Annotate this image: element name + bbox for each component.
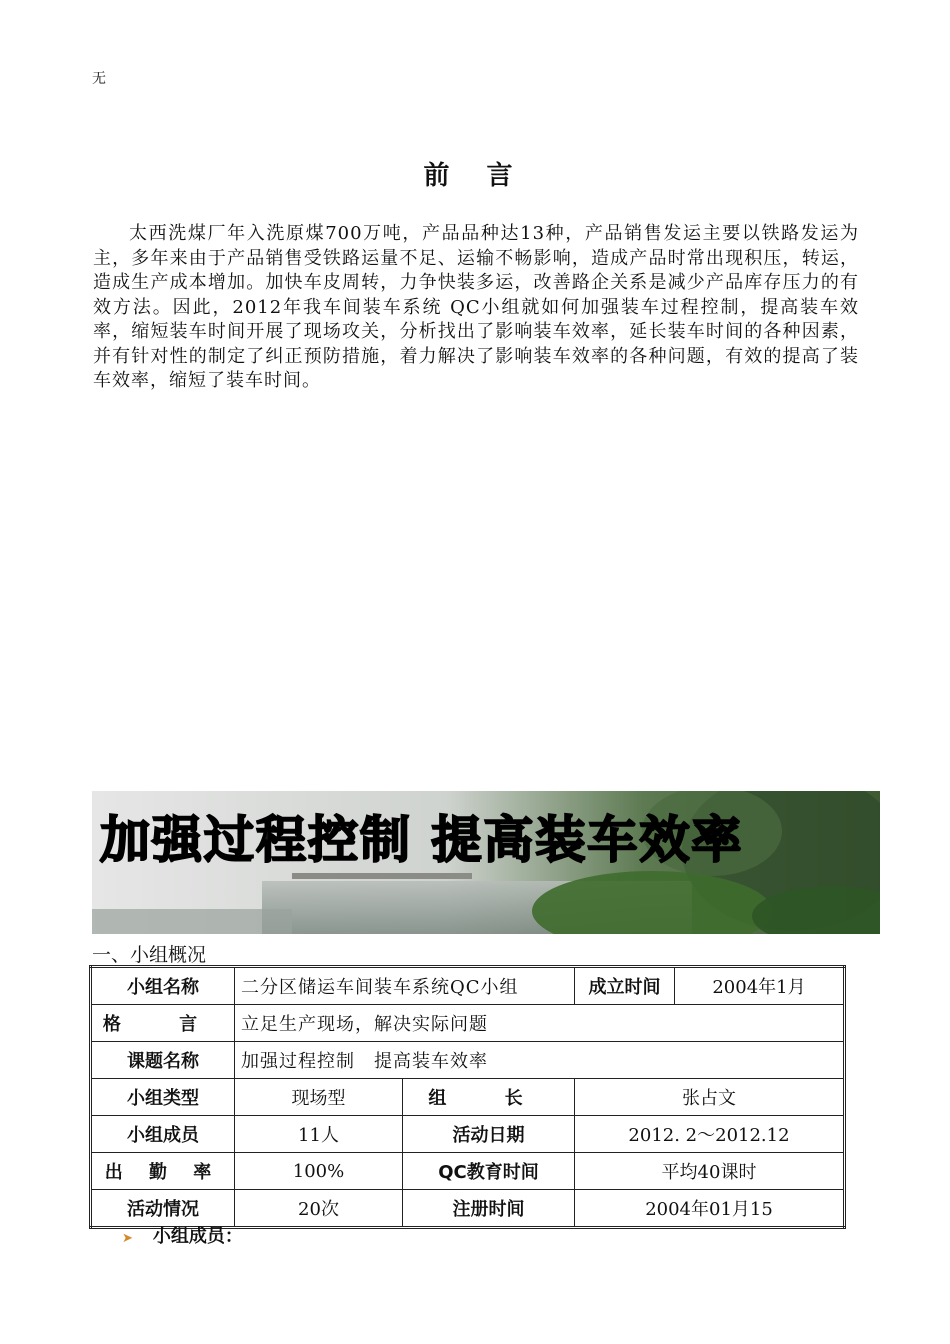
- arrow-bullet-icon: ➤: [122, 1231, 133, 1246]
- table-row: [91, 1116, 845, 1153]
- row-label: 活动情况: [91, 1190, 235, 1228]
- table-row: [91, 967, 845, 1005]
- row-value: 2004年1月: [675, 967, 845, 1005]
- row-value: 张占文: [575, 1079, 845, 1116]
- page-title: 前 言: [423, 161, 527, 191]
- row-value: 20次: [235, 1190, 403, 1228]
- row-value: 11人: [235, 1116, 403, 1153]
- row-label: 活动日期: [403, 1116, 575, 1153]
- group-info-table: [89, 965, 846, 1229]
- row-label: 出 勤 率: [91, 1153, 235, 1190]
- banner-graphic: [92, 791, 880, 934]
- row-label: 格 言: [91, 1005, 235, 1042]
- table-row: [91, 1153, 845, 1190]
- members-heading: [122, 1222, 243, 1248]
- row-label: QC教育时间: [403, 1153, 575, 1190]
- row-label: 小组成员: [91, 1116, 235, 1153]
- table-row: [91, 1042, 845, 1079]
- section-title: 一、小组概况: [92, 944, 207, 966]
- members-label: 小组成员：: [152, 1226, 243, 1247]
- table-row: [91, 1079, 845, 1116]
- row-label: 课题名称: [91, 1042, 235, 1079]
- row-value: 现场型: [235, 1079, 403, 1116]
- row-value: 2012. 2～2012.12: [575, 1116, 845, 1153]
- row-value: 二分区储运车间装车系统QC小组: [235, 967, 575, 1005]
- row-label: 小组名称: [91, 967, 235, 1005]
- banner-image: [92, 791, 880, 934]
- row-value: 平均40课时: [575, 1153, 845, 1190]
- row-label: 成立时间: [575, 967, 675, 1005]
- table-row: [91, 1005, 845, 1042]
- row-label: 注册时间: [403, 1190, 575, 1228]
- header-mark: 无: [92, 71, 106, 87]
- row-value: 2004年01月15: [575, 1190, 845, 1228]
- banner-title: 加强过程控制 提高装车效率: [100, 811, 744, 869]
- row-value: 立足生产现场，解决实际问题: [235, 1005, 845, 1042]
- row-value: 100%: [235, 1153, 403, 1190]
- row-value: 加强过程控制 提高装车效率: [235, 1042, 845, 1079]
- row-label: 小组类型: [91, 1079, 235, 1116]
- intro-paragraph: 太西洗煤厂年入洗原煤700万吨，产品品种达13种，产品销售发运主要以铁路发运为主，多年来由于产品销售受铁路运量不足、运输不畅影响，造成产品时常出现积压，转运，造成生产成本增加。加快车皮周转，力争快装多运，改善路企关系是减少产品库存压力的有效方法。因此，2012年我车间装车系统 QC小组就如何加强装车过程控制，提高装车效率，缩短装车时间开展了现场攻关，分析找出了影响装车效率，延长装车时间的各种因素，并有针对性的制定了纠正预防措施，着力解决了影响装车效率的各种问题，有效的提高了装车效率，缩短了装车时间。: [93, 223, 859, 391]
- row-label: 组 长: [403, 1079, 575, 1116]
